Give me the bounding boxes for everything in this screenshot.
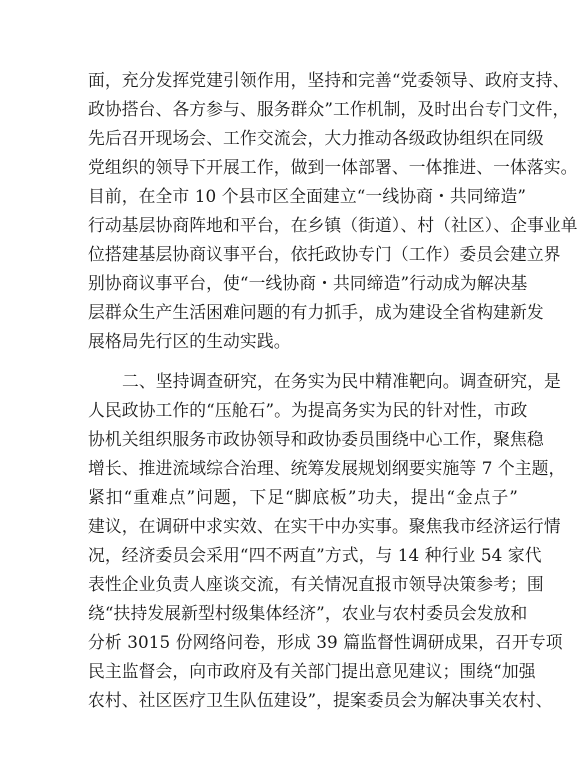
text-line: 层群众生产生活困难问题的有力抓手，成为建设全省构建新发 xyxy=(88,302,544,322)
text-line: 建议，在调研中求实效、在实干中办实事。聚焦我市经济运行情 xyxy=(88,516,561,536)
text-line: 农村、社区医疗卫生队伍建设”，提案委员会为解决事关农村、 xyxy=(88,690,553,710)
text-line: 人民政协工作的“压舱石”。为提高务实为民的针对性，市政 xyxy=(88,400,528,420)
text-line: 展格局先行区的生动实践。 xyxy=(88,331,291,351)
text-line: 别协商议事平台，使“一线协商・共同缔造”行动成为解决基 xyxy=(88,273,528,293)
text-line: 面，充分发挥党建引领作用，坚持和完善“党委领导、政府支持、 xyxy=(88,70,570,90)
paragraph-gap xyxy=(88,356,518,367)
paragraph-1 xyxy=(88,66,578,356)
text-line: 增长、推进流域综合治理、统筹发展规划纲要实施等 7 个主题， xyxy=(88,458,566,478)
text-line: 民主监督会，向市政府及有关部门提出意见建议；围绕“加强 xyxy=(88,661,536,681)
text-line: 绕“扶持发展新型村级集体经济”，农业与农村委员会发放和 xyxy=(88,603,528,623)
text-line: 协机关组织服务市政协领导和政协委员围绕中心工作，聚焦稳 xyxy=(88,429,544,449)
text-line: 表性企业负责人座谈交流，有关情况直报市领导决策参考；围 xyxy=(88,574,544,594)
text-line: 行动基层协商阵地和平台，在乡镇（街道）、村（社区）、企事业单 xyxy=(88,215,578,235)
text-line: 党组织的领导下开展工作，做到一体部署、一体推进、一体落实。 xyxy=(88,157,578,177)
body-text xyxy=(88,66,578,715)
text-line: 目前，在全市 10 个县市区全面建立“一线协商・共同缔造” xyxy=(88,186,527,206)
text-line: 先后召开现场会、工作交流会，大力推动各级政协组织在同级 xyxy=(88,128,544,148)
text-line: 二、坚持调查研究，在务实为民中精准靶向。调查研究，是 xyxy=(122,371,561,391)
paragraph-2 xyxy=(88,367,566,715)
text-line: 况，经济委员会采用“四不两直”方式，与 14 种行业 54 家代 xyxy=(88,545,542,565)
text-line: 分析 3015 份网络问卷，形成 39 篇监督性调研成果，召开专项 xyxy=(88,632,563,652)
text-line: 政协搭台、各方参与、服务群众”工作机制，及时出台专门文件， xyxy=(88,99,570,119)
text-line: 紧扣“重难点”问题，下足“脚底板”功夫，提出“金点子” xyxy=(88,487,518,507)
text-line: 位搭建基层协商议事平台，依托政协专门（工作）委员会建立界 xyxy=(88,244,561,264)
